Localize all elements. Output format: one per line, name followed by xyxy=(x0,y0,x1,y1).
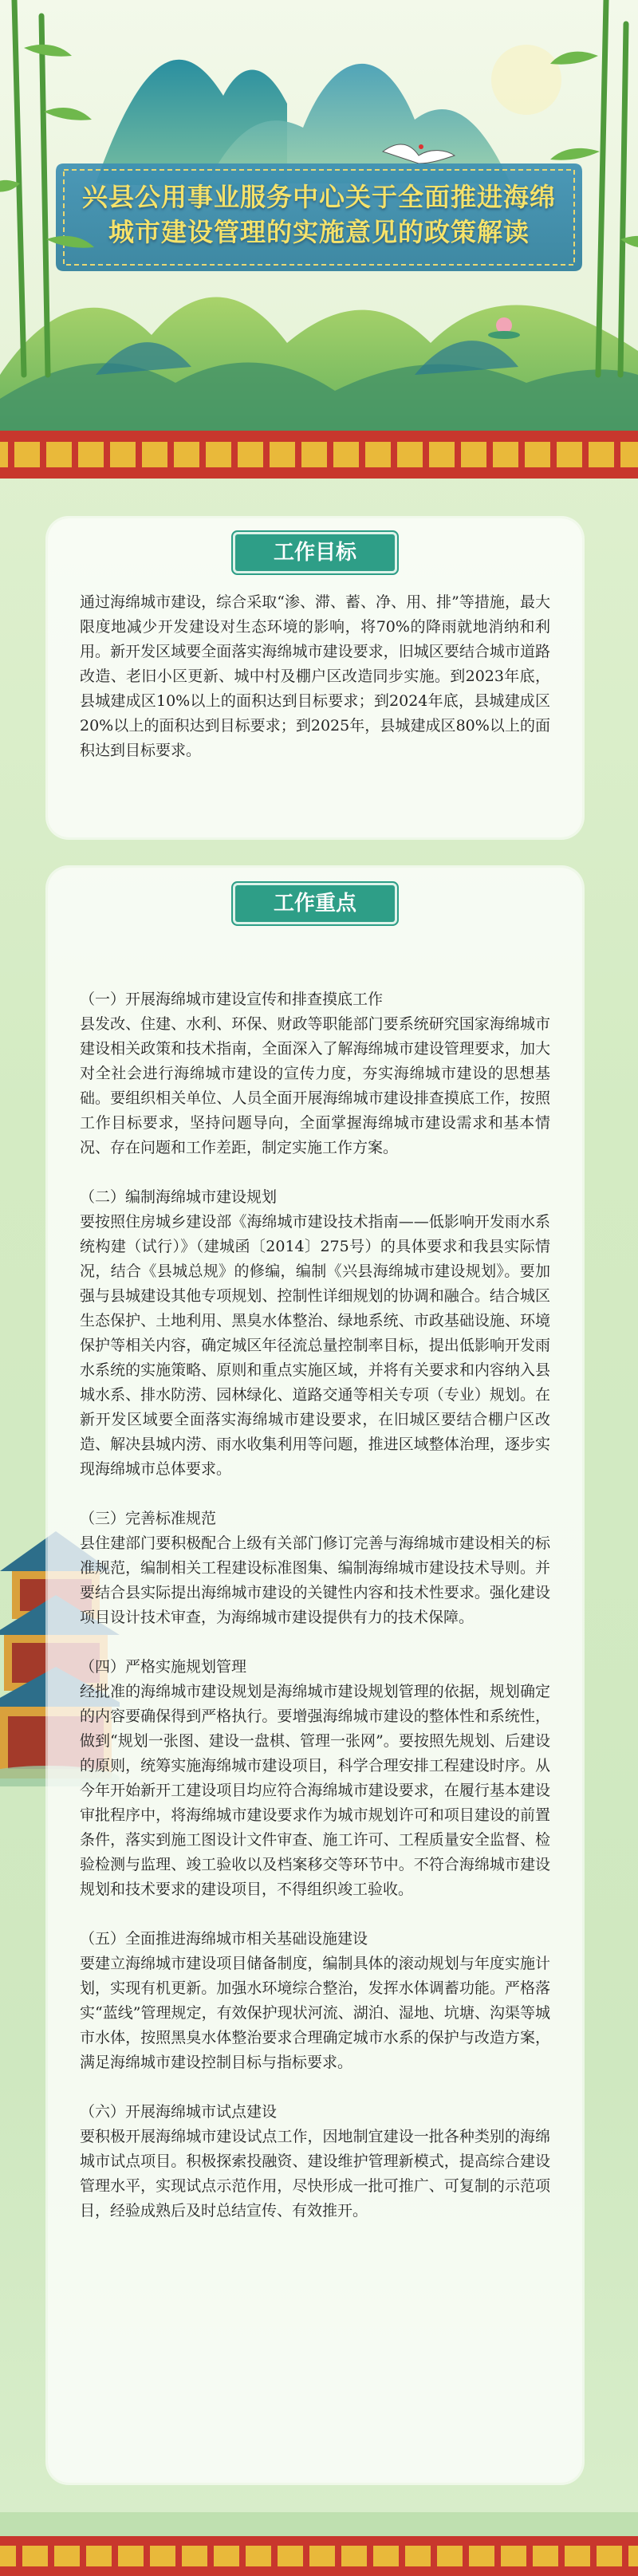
page-title xyxy=(32,179,606,250)
goal-text: 通过海绵城市建设，综合采取“渗、滞、蓄、净、用、排”等措施，最大限度地减少开发建设对生态环境的影响，将70%的降雨就地消纳和利用。新开发区域要全面落实海绵城市建设要求，旧城区要结合城市道路改造、老旧小区更新、城中村及棚户区改造同步实施。到2023年底，县城建成区10%以上的面积达到目标要求；到2024年底，县城建成区20%以上的面积达到目标要求；到2025年，县城建成区80%以上的面积达到目标要求。 xyxy=(80,593,550,759)
bottom-fence-decoration xyxy=(0,2512,638,2576)
goal-heading: 工作目标 xyxy=(235,534,395,571)
section-title: （三）完善标准规范 xyxy=(80,1510,217,1527)
section-text: 要建立海绵城市建设项目储备制度，编制具体的滚动规划与年度实施计划，实现有机更新。加强水环境综合整治，发挥水体调蓄功能。严格落实“蓝线”管理规定，有效保护现状河流、湖泊、湿地、坑塘、沟渠等城市水体，按照黑臭水体整治要求合理确定城市水系的保护与改造方案，满足海绵城市建设控制目标与指标要求。 xyxy=(80,1955,550,2071)
section-title: （四）严格实施规划管理 xyxy=(80,1658,247,1676)
section-text: 经批准的海绵城市建设规划是海绵城市建设规划管理的依据，规划确定的内容要确保得到严格执行。要增强海绵城市建设的整体性和系统性，做到“规划一张图、建设一盘棋、管理一张网”。要按照先规划、后建设的原则，统筹实施海绵城市建设项目，科学合理安排工程建设时序。从今年开始新开工建设项目均应符合海绵城市建设要求，在履行基本建设审批程序中，将海绵城市建设要求作为城市规划许可和项目建设的前置条件，落实到施工图设计文件审查、施工许可、工程质量安全监督、检验检测与监理、竣工验收以及档案移交等环节中。不符合海绵城市建设规划和技术要求的建设项目，不得组织竣工验收。 xyxy=(80,1683,550,1898)
title-line: 城市建设管理的实施意见的政策解读 xyxy=(108,217,530,247)
goal-card xyxy=(48,518,582,837)
focus-heading: 工作重点 xyxy=(235,885,395,922)
header-banner xyxy=(0,0,638,479)
section-text: 要按照住房城乡建设部《海绵城市建设技术指南——低影响开发雨水系统构建（试行）》（建城函〔2014〕275号）的具体要求和我县实际情况，结合《县城总规》的修编，编制《兴县海绵城市建设规划》。要加强与县城建设其他专项规划、控制性详细规划的协调和融合。结合城区生态保护、土地利用、黑臭水体整治、绿地系统、市政基础设施、环境保护等相关内容，确定城区年径流总量控制率目标，提出低影响开发雨水系统的实施策略、原则和重点实施区域，并将有关要求和内容纳入县城水系、排水防涝、园林绿化、道路交通等相关专项（专业）规划。在新开发区域要全面落实海绵城市建设要求，在旧城区要结合棚户区改造、解决县城内涝、雨水收集利用等问题，推进区域整体治理，逐步实现海绵城市总体要求。 xyxy=(80,1213,550,1478)
section-title: （二）编制海绵城市建设规划 xyxy=(80,1188,278,1206)
section-text: 县住建部门要积极配合上级有关部门修订完善与海绵城市建设相关的标准规范，编制相关工程建设标准图集、编制海绵城市建设技术导则。并要结合县实际提出海绵城市建设的关键性内容和技术性要求。强化建设项目设计技术审查，为海绵城市建设提供有力的技术保障。 xyxy=(80,1534,550,1626)
focus-content xyxy=(80,938,550,2248)
section-title: （一）开展海绵城市建设宣传和排查摸底工作 xyxy=(80,991,384,1008)
section-title: （五）全面推进海绵城市相关基础设施建设 xyxy=(80,1930,368,1948)
title-line: 兴县公用事业服务中心关于全面推进海绵 xyxy=(81,182,556,212)
section-text: 要积极开展海绵城市建设试点工作，因地制宜建设一批各种类别的海绵城市试点项目。积极探索投融资、建设维护管理新模式，提高综合建设管理水平，实现试点示范作用，尽快形成一批可推广、可复制的示范项目，经验成熟后及时总结宣传、有效推开。 xyxy=(80,2128,550,2220)
section-text: 县发改、住建、水利、环保、财政等职能部门要系统研究国家海绵城市建设相关政策和技术指南，全面深入了解海绵城市建设管理要求，加大对全社会进行海绵城市建设的宣传力度，夯实海绵城市建设的思想基础。要组织相关单位、人员全面开展海绵城市建设排查摸底工作，按照工作目标要求，坚持问题导向，全面掌握海绵城市建设需求和基本情况、存在问题和工作差距，制定实施工作方案。 xyxy=(80,1015,550,1156)
focus-card xyxy=(48,868,582,2483)
section-title: （六）开展海绵城市试点建设 xyxy=(80,2103,278,2121)
